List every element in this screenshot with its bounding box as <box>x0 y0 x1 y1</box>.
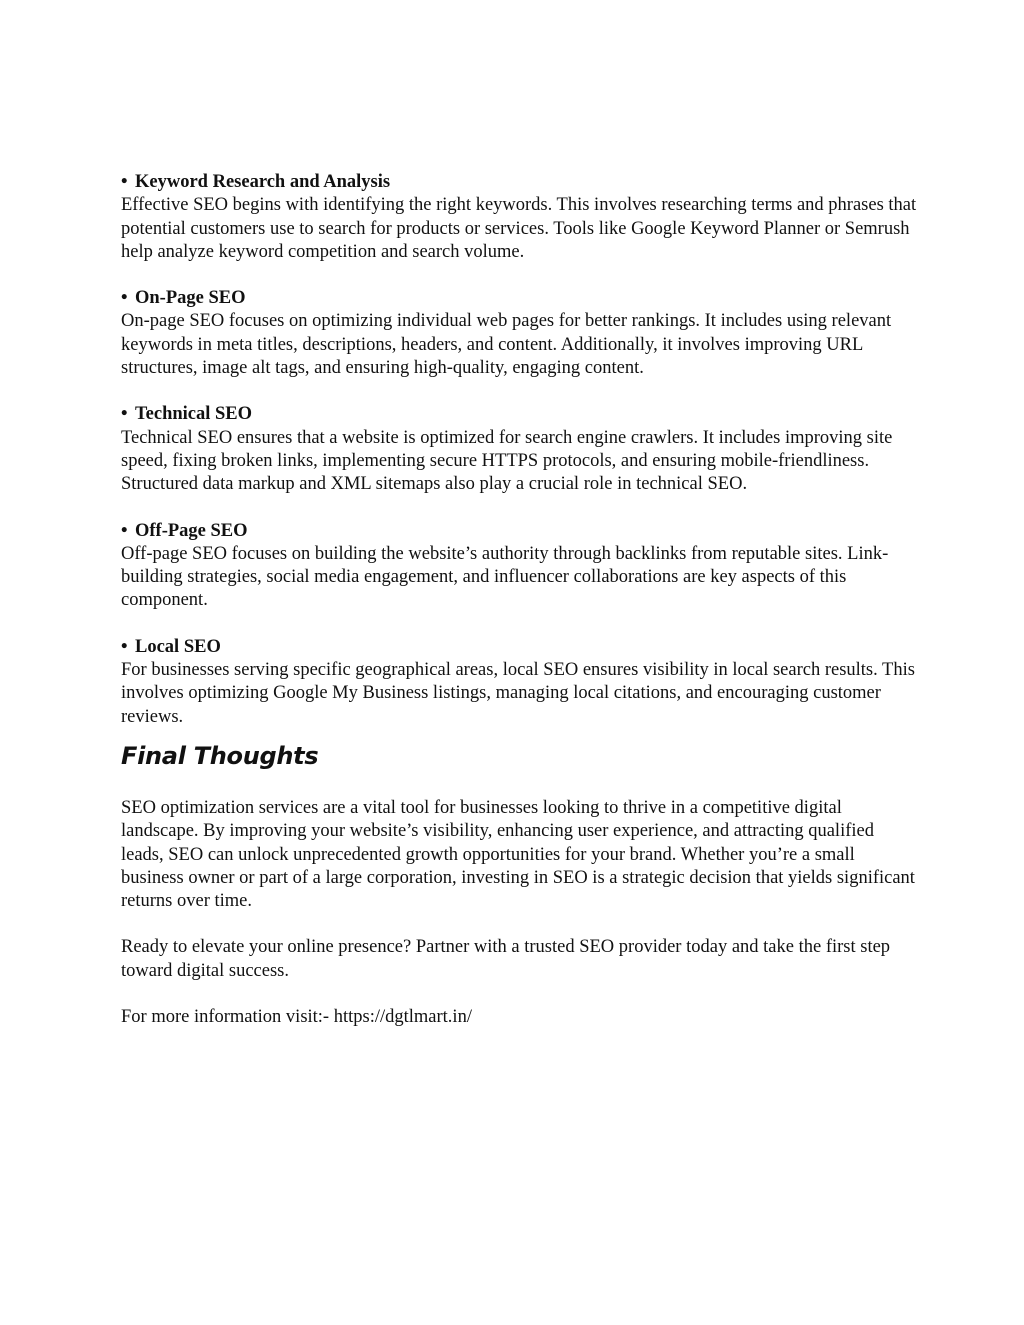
bullet-icon: • <box>121 636 128 657</box>
section-title: Off-Page SEO <box>135 520 248 541</box>
section-body: Effective SEO begins with identifying the right keywords. This involves researching terms and phrases that potential customers use to search for products or services. Tools like Google Keyword Planner or Semrush help analyze keyword competition and search volume. <box>121 195 917 262</box>
bullet-icon: • <box>121 172 128 192</box>
section-title: Technical SEO <box>135 404 253 425</box>
section-body: On-page SEO focuses on optimizing individual web pages for better rankings. It includes using relevant keywords in meta titles, descriptions, headers, and content. Additionally, it involves improving URL structures, image alt tags, and ensuring high-quality, engaging content. <box>121 311 892 379</box>
section-heading <box>121 403 921 426</box>
section-title: Local SEO <box>135 636 221 657</box>
more-info-line: For more information visit:- https://dgtlmart.in/ <box>121 1007 472 1028</box>
call-to-action-paragraph: Ready to elevate your online presence? Partner with a trusted SEO provider today and take the first step toward digital success. <box>121 937 891 981</box>
section-keyword-research <box>121 171 921 264</box>
document-page <box>121 171 921 1052</box>
bullet-icon: • <box>121 404 128 425</box>
section-heading <box>121 520 921 543</box>
section-heading <box>121 171 921 194</box>
section-body: Off-page SEO focuses on building the website’s authority through backlinks from reputable sites. Link-building strategies, social media engagement, and influencer collaborations are key aspects of this component. <box>121 543 889 611</box>
bullet-icon: • <box>121 288 128 309</box>
section-title: Keyword Research and Analysis <box>135 172 391 192</box>
section-title: On-Page SEO <box>135 288 246 309</box>
bullet-icon: • <box>121 520 128 541</box>
final-paragraph: SEO optimization services are a vital tool for businesses looking to thrive in a competitive digital landscape. By improving your website’s visibility, enhancing user experience, and attracting qualified leads, SEO can unlock unprecedented growth opportunities for your brand. Whether you’re a small business owner or part of a large corporation, investing in SEO is a strategic decision that yields significant returns over time. <box>121 797 915 912</box>
section-off-page-seo <box>121 520 921 613</box>
final-thoughts-heading: Final Thoughts <box>121 741 319 770</box>
section-local-seo <box>121 636 921 729</box>
section-heading <box>121 636 921 659</box>
section-technical-seo <box>121 403 921 496</box>
section-body: For businesses serving specific geographical areas, local SEO ensures visibility in local search results. This involves optimizing Google My Business listings, managing local citations, and encouraging customer reviews. <box>121 660 915 727</box>
section-body: Technical SEO ensures that a website is optimized for search engine crawlers. It includes improving site speed, fixing broken links, implementing secure HTTPS protocols, and ensuring mobile-friendliness. Structured data markup and XML sitemaps also play a crucial role in technical SEO. <box>121 427 893 495</box>
section-heading <box>121 287 921 310</box>
section-on-page-seo <box>121 287 921 380</box>
